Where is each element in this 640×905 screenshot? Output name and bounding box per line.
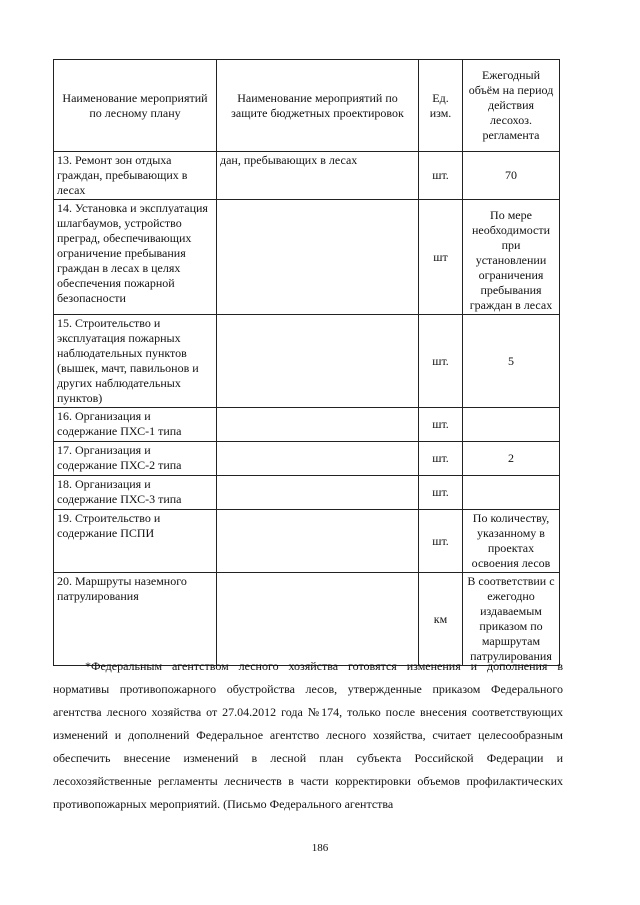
row-volume: По количеству, указанному в проектах освоения лесов: [463, 510, 560, 573]
row-name: 19. Строительство и содержание ПСПИ: [54, 510, 217, 573]
row-budget: дан, пребывающих в лесах: [217, 152, 419, 200]
row-name: 13. Ремонт зон отдыха граждан, пребывающих в лесах: [54, 152, 217, 200]
table-row: [54, 152, 560, 200]
table-header-row: [54, 60, 560, 152]
row-name: 17. Организация и содержание ПХС-2 типа: [54, 442, 217, 476]
row-unit: шт.: [419, 408, 463, 442]
row-volume: 5: [463, 315, 560, 408]
row-unit: шт.: [419, 442, 463, 476]
row-name: 16. Организация и содержание ПХС-1 типа: [54, 408, 217, 442]
table-row: [54, 476, 560, 510]
table-row: [54, 510, 560, 573]
header-volume: Ежегодный объём на период действия лесохоз. регламента: [463, 60, 560, 152]
row-volume: [463, 476, 560, 510]
table-row: [54, 200, 560, 315]
row-name: 15. Строительство и эксплуатация пожарных наблюдательных пунктов (вышек, мачт, павильонов и других наблюдательных пунктов): [54, 315, 217, 408]
row-budget: [217, 408, 419, 442]
row-volume: В соответствии с ежегодно издаваемым приказом по маршрутам патрулирования: [463, 573, 560, 666]
forest-fire-measures-table: [53, 59, 560, 666]
table-row: [54, 315, 560, 408]
row-volume: 2: [463, 442, 560, 476]
table-row: [54, 408, 560, 442]
footnote-text: *Федеральным агентством лесного хозяйства готовятся изменения и дополнения в нормативы противопожарного обустройства лесов, утвержденные приказом Федерального агентства лесного хозяйства от 27.04.2012 года №174, только после внесения соответствующих изменений и дополнений Федеральное агентство лесного хозяйства, считает целесообразным обеспечить внесение изменений в лесной план субъекта Российской Федерации и лесохозяйственные регламенты лесничеств в части корректировки объемов профилактических противопожарных мероприятий. (Письмо Федерального агентства: [53, 659, 563, 811]
row-budget: [217, 442, 419, 476]
row-unit: км: [419, 573, 463, 666]
table-row: [54, 442, 560, 476]
table-row: [54, 573, 560, 666]
row-unit: шт.: [419, 152, 463, 200]
row-name: 14. Установка и эксплуатация шлагбаумов, устройство преград, обеспечивающих ограничение пребывания граждан в лесах в целях обеспечения пожарной безопасности: [54, 200, 217, 315]
row-volume: По мере необходимости при установлении ограничения пребывания граждан в лесах: [463, 200, 560, 315]
row-unit: шт: [419, 200, 463, 315]
row-unit: шт.: [419, 315, 463, 408]
row-budget: [217, 200, 419, 315]
row-budget: [217, 573, 419, 666]
row-volume: 70: [463, 152, 560, 200]
row-name: 20. Маршруты наземного патрулирования: [54, 573, 217, 666]
row-budget: [217, 476, 419, 510]
row-budget: [217, 510, 419, 573]
row-unit: шт.: [419, 510, 463, 573]
row-unit: шт.: [419, 476, 463, 510]
footnote-paragraph: [53, 655, 563, 816]
row-volume: [463, 408, 560, 442]
row-budget: [217, 315, 419, 408]
row-name: 18. Организация и содержание ПХС-3 типа: [54, 476, 217, 510]
header-budget: Наименование мероприятий по защите бюджетных проектировок: [217, 60, 419, 152]
header-unit: Ед. изм.: [419, 60, 463, 152]
header-forest-plan: Наименование мероприятий по лесному плану: [54, 60, 217, 152]
page-number: 186: [311, 842, 329, 854]
